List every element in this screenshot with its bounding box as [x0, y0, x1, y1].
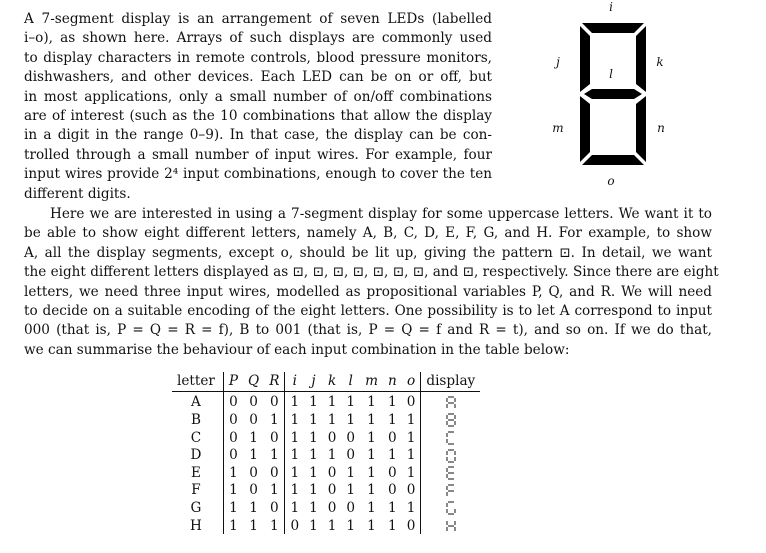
- value-cell: 0: [402, 391, 421, 411]
- col-header-q: Q: [243, 372, 264, 391]
- segment-o: [582, 155, 644, 165]
- letter-cell: B: [172, 411, 223, 429]
- value-cell: 0: [229, 429, 238, 446]
- value-cell: 1: [309, 464, 318, 481]
- text-line: 000 (that is, P = Q = R = f), B to 001 (that is, P = Q = f and R = t), and so on. If we do that,: [24, 322, 712, 339]
- value-cell: 0: [327, 429, 337, 446]
- value-cell: 1: [388, 394, 397, 411]
- text-line: the eight different letters displayed as ⊡, ⊡, ⊡, ⊡, ⊡, ⊡, ⊡, and ⊡, respectively. Since there are eight: [24, 264, 719, 281]
- value-cell: 1: [309, 429, 318, 446]
- encoding-table: [172, 372, 480, 534]
- value-cell: 1: [309, 411, 318, 428]
- value-cell: 0: [290, 517, 300, 534]
- value-cell: 1: [229, 517, 238, 534]
- text-line: A 7-segment display is an arrangement of seven LEDs (labelled: [24, 11, 492, 27]
- text-line: in most applications, only a small number of on/off combinations: [24, 88, 492, 105]
- value-cell: 0: [346, 429, 356, 446]
- value-cell: 1: [346, 482, 356, 499]
- label-i: i: [609, 0, 613, 14]
- display-cell: [421, 482, 480, 500]
- value-cell: 1: [402, 446, 421, 464]
- value-cell: 1: [327, 394, 337, 411]
- value-cell: 1: [402, 429, 421, 447]
- value-cell: 1: [290, 429, 300, 446]
- display-cell: [421, 391, 480, 411]
- text-line: be able to show eight different letters, namely A, B, C, D, E, F, G, and H. For example, to show: [24, 225, 712, 242]
- value-cell: 1: [264, 446, 285, 464]
- text-line: Here we are interested in using a 7-segment display for some uppercase letters. We want it to: [50, 206, 712, 222]
- text-line: we can summarise the behaviour of each input combination in the table below:: [24, 341, 570, 358]
- col-header-o: o: [402, 372, 421, 391]
- value-cell: 1: [290, 499, 300, 516]
- value-cell: 0: [249, 482, 258, 499]
- table-row: [172, 446, 480, 464]
- seven-segment-glyph: [446, 413, 456, 427]
- value-cell: 0: [249, 464, 258, 481]
- value-cell: 1: [346, 394, 356, 411]
- value-cell: 0: [388, 464, 397, 481]
- display-cell: [421, 429, 480, 447]
- col-header-r: R: [264, 372, 285, 391]
- value-cell: 0: [388, 429, 397, 446]
- value-cell: 1: [264, 482, 285, 500]
- display-cell: [421, 446, 480, 464]
- value-cell: 1: [249, 429, 258, 446]
- letter-cell: A: [172, 391, 223, 411]
- label-l: l: [609, 67, 613, 81]
- value-cell: 1: [388, 411, 397, 428]
- value-cell: 1: [367, 464, 376, 481]
- value-cell: 0: [327, 464, 337, 481]
- value-cell: 1: [290, 394, 300, 411]
- col-header-i: i: [285, 372, 304, 391]
- text-line: different digits.: [24, 185, 131, 202]
- label-k: k: [656, 55, 664, 69]
- value-cell: 1: [309, 517, 318, 534]
- seven-segment-glyph: [446, 449, 456, 463]
- label-n: n: [657, 121, 665, 135]
- text-line: in a digit in the range 0–9). In that case, the display can be con-: [24, 127, 492, 144]
- table-row: [172, 391, 480, 411]
- value-cell: 0: [264, 429, 285, 447]
- value-cell: 0: [229, 394, 238, 411]
- value-cell: 0: [264, 391, 285, 411]
- seven-segment-glyph: [446, 431, 456, 445]
- value-cell: 0: [229, 411, 238, 428]
- intro-paragraph: [24, 10, 492, 204]
- col-header-display: display: [421, 372, 480, 391]
- body-paragraph: [24, 205, 719, 360]
- label-o: o: [607, 174, 615, 188]
- table-row: [172, 411, 480, 429]
- seven-segment-glyph: [446, 466, 456, 480]
- value-cell: 1: [346, 411, 356, 428]
- letter-cell: C: [172, 429, 223, 447]
- value-cell: 1: [402, 411, 421, 429]
- value-cell: 1: [309, 394, 318, 411]
- value-cell: 1: [309, 447, 318, 464]
- value-cell: 1: [290, 447, 300, 464]
- value-cell: 1: [327, 517, 337, 534]
- table-row: [172, 499, 480, 517]
- value-cell: 1: [367, 411, 376, 428]
- letter-cell: E: [172, 464, 223, 482]
- value-cell: 0: [346, 447, 356, 464]
- value-cell: 1: [402, 464, 421, 482]
- segment-j: [580, 26, 590, 92]
- segment-i: [582, 23, 644, 33]
- text-line: A, all the display segments, except o, should be lit up, giving the pattern ⊡. In detail, we want: [24, 244, 712, 261]
- value-cell: 0: [229, 447, 238, 464]
- segment-k: [636, 26, 646, 92]
- value-cell: 1: [309, 499, 318, 516]
- text-line: dishwashers, and other devices. Each LED can be on or off, but: [24, 69, 492, 86]
- text-line: are of interest (such as the 10 combinations that allow the display: [24, 108, 492, 125]
- value-cell: 1: [367, 447, 376, 464]
- seven-segment-glyph: [446, 484, 456, 498]
- value-cell: 0: [402, 482, 421, 500]
- value-cell: 1: [367, 482, 376, 499]
- value-cell: 1: [388, 499, 397, 516]
- letter-cell: D: [172, 446, 223, 464]
- seven-segment-glyph: [446, 519, 456, 533]
- col-header-n: n: [383, 372, 402, 391]
- value-cell: 1: [388, 447, 397, 464]
- value-cell: 1: [367, 394, 376, 411]
- value-cell: 1: [290, 464, 300, 481]
- value-cell: 0: [249, 411, 258, 428]
- col-header-letter: letter: [172, 372, 223, 391]
- value-cell: 1: [388, 517, 397, 534]
- value-cell: 1: [290, 482, 300, 499]
- value-cell: 1: [367, 517, 376, 534]
- value-cell: 1: [402, 499, 421, 517]
- letter-cell: H: [172, 517, 223, 535]
- table-row: [172, 464, 480, 482]
- display-cell: [421, 517, 480, 535]
- value-cell: 1: [346, 464, 356, 481]
- value-cell: 1: [229, 464, 238, 481]
- value-cell: 1: [290, 411, 300, 428]
- value-cell: 0: [388, 482, 397, 499]
- display-cell: [421, 464, 480, 482]
- display-cell: [421, 411, 480, 429]
- seven-segment-glyph: [446, 501, 456, 515]
- label-m: m: [552, 121, 564, 135]
- letter-cell: F: [172, 482, 223, 500]
- table-row: [172, 517, 480, 535]
- value-cell: 0: [346, 499, 356, 516]
- text-line: letters, we need three input wires, modelled as propositional variables P, Q, and R. We will need: [24, 283, 712, 300]
- segment-m: [580, 96, 590, 162]
- value-cell: 0: [327, 499, 337, 516]
- value-cell: 1: [264, 517, 285, 535]
- text-line: to decide on a suitable encoding of the eight letters. One possibility is to let A correspond to input: [24, 303, 712, 320]
- value-cell: 1: [249, 517, 258, 534]
- text-line: trolled through a small number of input wires. For example, four: [24, 146, 492, 163]
- value-cell: 1: [327, 447, 337, 464]
- col-header-m: m: [360, 372, 383, 391]
- value-cell: 1: [367, 429, 376, 446]
- segment-n: [636, 96, 646, 162]
- segment-l: [584, 89, 642, 99]
- label-j: j: [556, 55, 560, 69]
- text-line: to display characters in remote controls, blood pressure monitors,: [24, 49, 492, 66]
- seven-segment-diagram: [540, 0, 690, 195]
- letter-cell: G: [172, 499, 223, 517]
- table-row: [172, 482, 480, 500]
- value-cell: 0: [327, 482, 337, 499]
- col-header-l: l: [341, 372, 360, 391]
- text-line: input wires provide 2⁴ input combinations, enough to cover the ten: [24, 166, 492, 183]
- value-cell: 1: [229, 482, 238, 499]
- value-cell: 1: [229, 499, 238, 516]
- table-header-row: [172, 372, 480, 391]
- value-cell: 1: [249, 447, 258, 464]
- display-cell: [421, 499, 480, 517]
- value-cell: 0: [402, 517, 421, 535]
- value-cell: 1: [327, 411, 337, 428]
- col-header-j: j: [304, 372, 323, 391]
- seven-segment-glyph: [446, 396, 456, 410]
- value-cell: 1: [309, 482, 318, 499]
- value-cell: 0: [264, 499, 285, 517]
- value-cell: 0: [264, 464, 285, 482]
- value-cell: 1: [249, 499, 258, 516]
- col-header-p: P: [223, 372, 243, 391]
- value-cell: 1: [367, 499, 376, 516]
- col-header-k: k: [323, 372, 342, 391]
- value-cell: 0: [249, 394, 258, 411]
- value-cell: 1: [264, 411, 285, 429]
- table-body: [172, 391, 480, 534]
- text-line: i–o), as shown here. Arrays of such displays are commonly used: [24, 30, 492, 47]
- table-row: [172, 429, 480, 447]
- value-cell: 1: [346, 517, 356, 534]
